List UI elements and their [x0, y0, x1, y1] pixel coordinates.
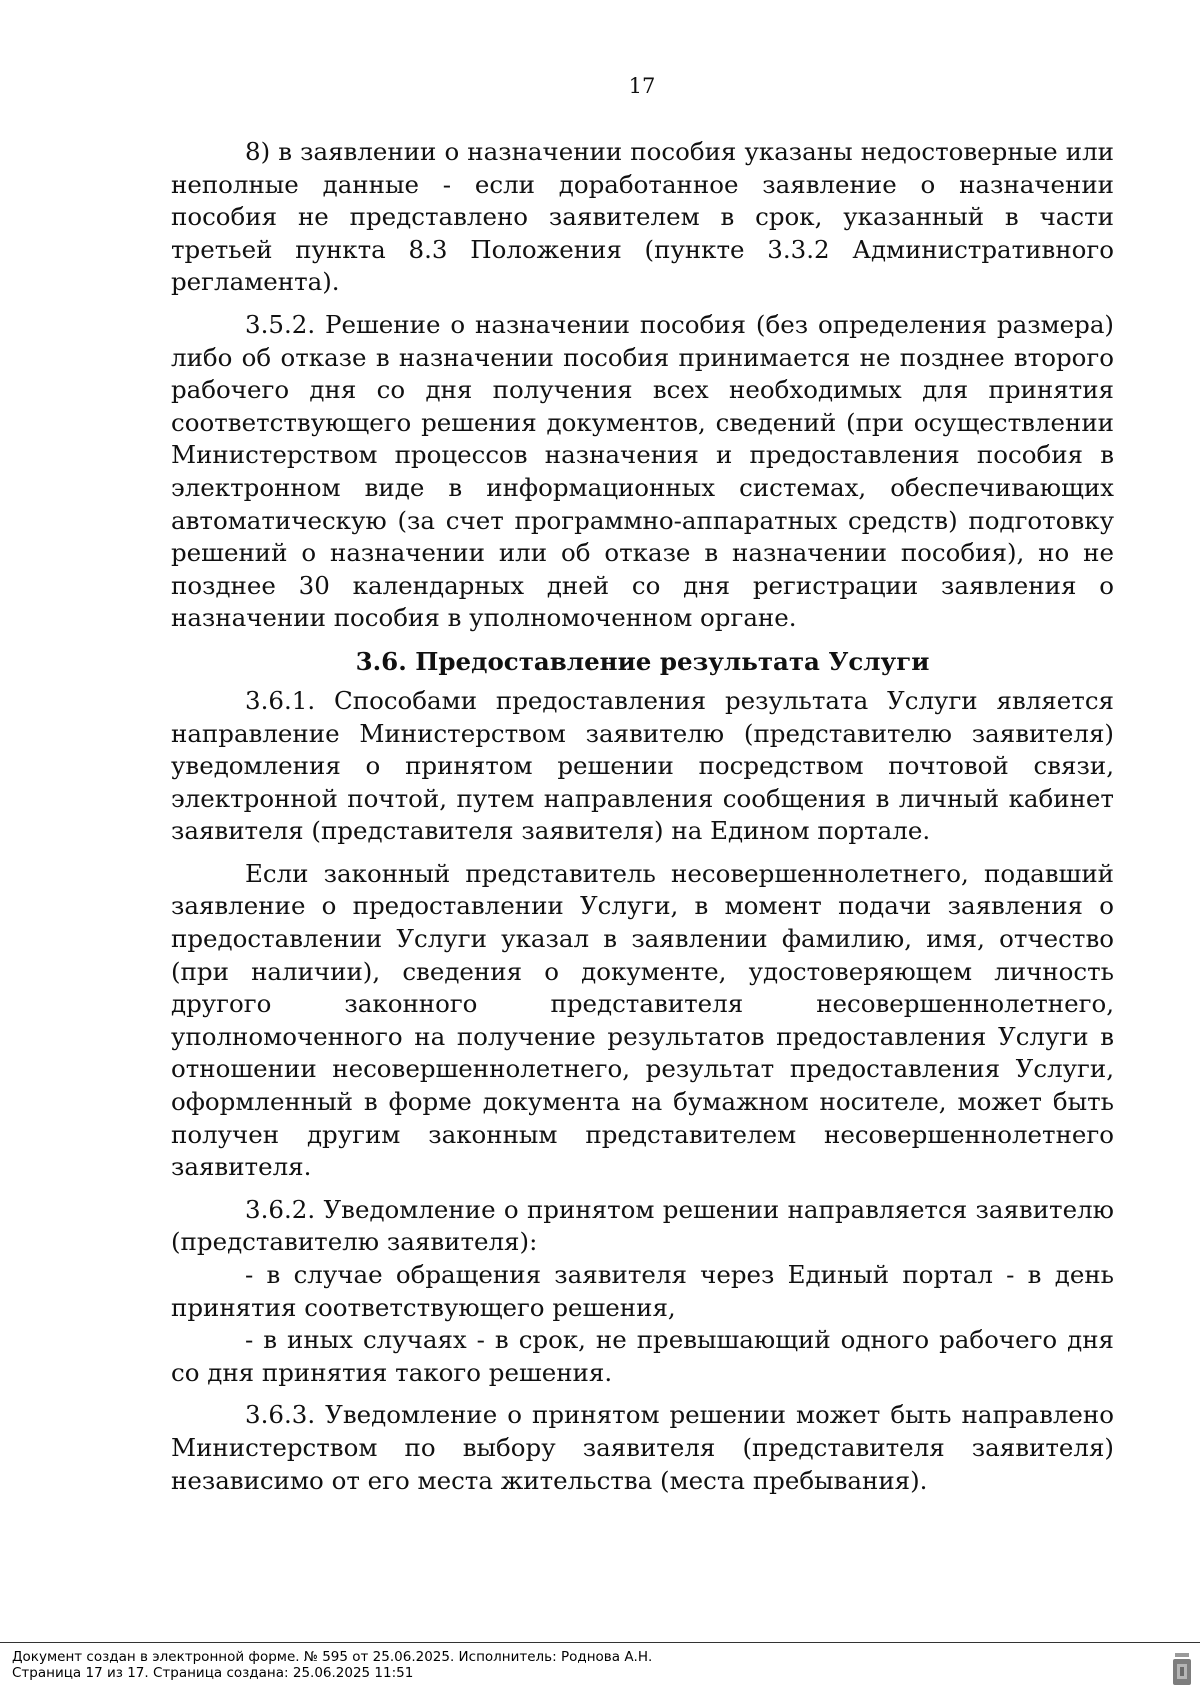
paragraph-3-6-3: 3.6.3. Уведомление о принятом решении может быть направлено Министерством по выбору заявителя (представителя заявителя) независимо от его места жительства (места пребывания).	[171, 1400, 1114, 1495]
footer-line-document: Документ создан в электронной форме. № 595 от 25.06.2025. Исполнитель: Роднова А.Н.	[12, 1649, 653, 1665]
paragraph-3-5-2: 3.5.2. Решение о назначении пособия (без определения размера) либо об отказе в назначении пособия принимается не позднее второго рабочего дня со дня получения всех необходимых для принятия соответствующего решения документов, сведений (при осуществлении Министерством процессов назначения и предоставления пособия в электронном виде в информационных системах, обеспечивающих автоматическую (за счет программно-аппаратных средств) подготовку решений о назначении или об отказе в назначении пособия), но не позднее 30 календарных дней со дня регистрации заявления о назначении пособия в уполномоченном органе.	[171, 309, 1114, 633]
paragraph-3-6-1: 3.6.1. Способами предоставления результата Услуги является направление Министерством заявителю (представителю заявителя) уведомления о принятом решении посредством почтовой связи, электронной почтой, путем направления сообщения в личный кабинет заявителя (представителя заявителя) на Едином портале.	[171, 685, 1114, 846]
list-item-portal: - в случае обращения заявителя через Единый портал - в день принятия соответствующего решения,	[171, 1260, 1114, 1322]
footer	[12, 1649, 1112, 1681]
list-item-other-cases: - в иных случаях - в срок, не превышающий одного рабочего дня со дня принятия такого решения.	[171, 1325, 1114, 1387]
footer-divider	[0, 1642, 1200, 1643]
paragraph-legal-representative: Если законный представитель несовершеннолетнего, подавший заявление о предоставлении Услуги, в момент подачи заявления о предоставлении Услуги указал в заявлении фамилию, имя, отчество (при наличии), сведения о документе, удостоверяющем личность другого законного представителя несовершеннолетнего, уполномоченного на получение результатов предоставления Услуги в отношении несовершеннолетнего, результат предоставления Услуги, оформленный в форме документа на бумажном носителе, может быть получен другим законным представителем несовершеннолетнего заявителя.	[171, 858, 1114, 1182]
footer-line-page: Страница 17 из 17. Страница создана: 25.06.2025 11:51	[12, 1665, 414, 1681]
document-body	[171, 136, 1114, 1507]
page-number: 17	[628, 74, 656, 98]
paragraph-item-8: 8) в заявлении о назначении пособия указаны недостоверные или неполные данные - если доработанное заявление о назначении пособия не представлено заявителем в срок, указанный в части третьей пункта 8.3 Положения (пункте 3.3.2 Административного регламента).	[171, 137, 1114, 297]
paragraph-3-6-2: 3.6.2. Уведомление о принятом решении направляется заявителю (представителю заявителя):	[171, 1194, 1114, 1257]
coat-of-arms-icon	[1172, 1651, 1192, 1687]
section-heading-3-6: 3.6. Предоставление результата Услуги	[355, 646, 930, 676]
